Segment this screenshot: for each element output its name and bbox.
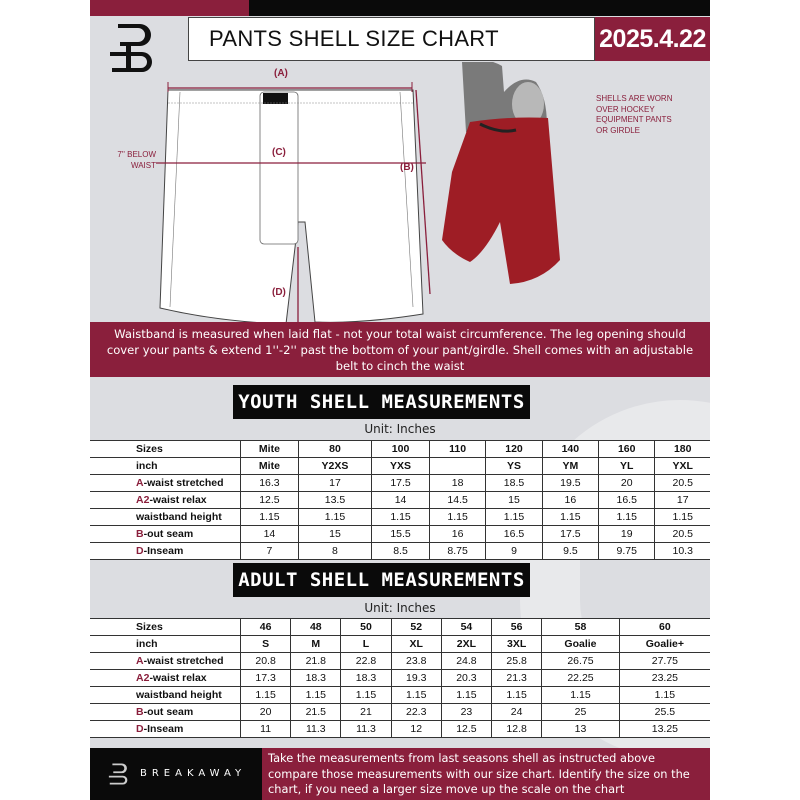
table-cell: 1.15 bbox=[341, 687, 391, 704]
instructions-band: Waistband is measured when laid flat - not your total waist circumference. The leg opening should cover your pants & extend 1''-2'' past the bottom of your pant/girdle. Shell comes with an adjustable belt to cinch the waist bbox=[90, 322, 710, 377]
label-a: (A) bbox=[274, 68, 288, 79]
table-cell: 20 bbox=[241, 704, 291, 721]
table-cell: 25.8 bbox=[492, 653, 542, 670]
table-cell: 17 bbox=[655, 492, 710, 509]
table-cell: 1.15 bbox=[429, 509, 485, 526]
header-title-box bbox=[188, 17, 595, 61]
table-cell: 16.3 bbox=[241, 475, 299, 492]
table-cell: 19 bbox=[599, 526, 655, 543]
table-cell: 1.15 bbox=[599, 509, 655, 526]
table-row bbox=[90, 475, 710, 492]
table-cell: 21 bbox=[341, 704, 391, 721]
table-cell: 54 bbox=[441, 619, 491, 636]
table-cell: 1.15 bbox=[619, 687, 710, 704]
table-row bbox=[90, 670, 710, 687]
table-cell: 52 bbox=[391, 619, 441, 636]
table-cell: 23.25 bbox=[619, 670, 710, 687]
label-b: (B) bbox=[400, 162, 414, 173]
table-cell: 100 bbox=[372, 441, 430, 458]
table-row bbox=[90, 636, 710, 653]
row-label bbox=[90, 619, 241, 636]
label-d: (D) bbox=[272, 287, 286, 298]
table-cell: 20.5 bbox=[655, 526, 710, 543]
table-row bbox=[90, 526, 710, 543]
table-cell: 58 bbox=[542, 619, 620, 636]
c-note-line: 7'' BELOW bbox=[117, 150, 156, 159]
table-cell: 180 bbox=[655, 441, 710, 458]
table-cell: 24.8 bbox=[441, 653, 491, 670]
youth-title: YOUTH SHELL MEASUREMENTS bbox=[233, 385, 530, 419]
table-cell: 48 bbox=[291, 619, 341, 636]
table-row bbox=[90, 458, 710, 475]
table-cell: 1.15 bbox=[441, 687, 491, 704]
table-cell: 21.3 bbox=[492, 670, 542, 687]
table-cell: 18.3 bbox=[341, 670, 391, 687]
measure-letter: A bbox=[136, 655, 144, 667]
table-cell: 3XL bbox=[492, 636, 542, 653]
table-cell: 23 bbox=[441, 704, 491, 721]
table-cell: 120 bbox=[486, 441, 542, 458]
table-cell: 16 bbox=[429, 526, 485, 543]
measure-letter: D bbox=[136, 723, 144, 735]
table-cell: 19.5 bbox=[542, 475, 598, 492]
shell-note-line: SHELLS ARE WORN bbox=[596, 94, 673, 103]
table-cell: 50 bbox=[341, 619, 391, 636]
table-cell: YL bbox=[599, 458, 655, 475]
table-cell: 15.5 bbox=[372, 526, 430, 543]
table-cell: 23.8 bbox=[391, 653, 441, 670]
table-cell: 140 bbox=[542, 441, 598, 458]
table-cell: 11 bbox=[241, 721, 291, 738]
table-cell: 10.3 bbox=[655, 543, 710, 560]
row-label-text: -out seam bbox=[143, 528, 194, 540]
table-cell: 21.8 bbox=[291, 653, 341, 670]
row-label-text: -waist stretched bbox=[143, 477, 224, 489]
table-cell: S bbox=[241, 636, 291, 653]
table-cell: 14 bbox=[372, 492, 430, 509]
row-label bbox=[90, 475, 241, 492]
measure-letter: A2 bbox=[136, 672, 150, 684]
table-cell: 16.5 bbox=[486, 526, 542, 543]
table-cell bbox=[429, 458, 485, 475]
table-cell: 1.15 bbox=[241, 687, 291, 704]
table-cell: 1.15 bbox=[655, 509, 710, 526]
table-cell: 1.15 bbox=[372, 509, 430, 526]
table-row bbox=[90, 704, 710, 721]
measure-letter: D bbox=[136, 545, 144, 557]
table-cell: 14 bbox=[241, 526, 299, 543]
table-cell: 14.5 bbox=[429, 492, 485, 509]
row-label bbox=[90, 721, 241, 738]
table-row bbox=[90, 721, 710, 738]
table-row bbox=[90, 441, 710, 458]
table-cell: 12 bbox=[391, 721, 441, 738]
table-cell: 17 bbox=[298, 475, 371, 492]
table-cell: YXS bbox=[372, 458, 430, 475]
table-cell: 1.15 bbox=[486, 509, 542, 526]
table-cell: 9.5 bbox=[542, 543, 598, 560]
table-cell: 46 bbox=[241, 619, 291, 636]
table-cell: 17.3 bbox=[241, 670, 291, 687]
row-label bbox=[90, 636, 241, 653]
row-label-text: Sizes bbox=[136, 443, 163, 455]
c-note bbox=[90, 150, 156, 171]
shell-note-line: OVER HOCKEY bbox=[596, 104, 655, 114]
table-cell: 27.75 bbox=[619, 653, 710, 670]
row-label bbox=[90, 526, 241, 543]
row-label-text: -Inseam bbox=[143, 723, 184, 735]
measurement-diagram bbox=[90, 62, 710, 322]
row-label bbox=[90, 441, 241, 458]
row-label bbox=[90, 458, 241, 475]
shell-note-line: EQUIPMENT PANTS bbox=[596, 115, 672, 124]
table-cell: 56 bbox=[492, 619, 542, 636]
row-label-text: -out seam bbox=[143, 706, 194, 718]
row-label bbox=[90, 509, 241, 526]
table-cell: 25 bbox=[542, 704, 620, 721]
row-label-text: -waist stretched bbox=[143, 655, 224, 667]
table-cell: 110 bbox=[429, 441, 485, 458]
table-row bbox=[90, 509, 710, 526]
table-cell: Mite bbox=[241, 458, 299, 475]
table-cell: 20 bbox=[599, 475, 655, 492]
table-cell: 1.15 bbox=[492, 687, 542, 704]
table-cell: 25.5 bbox=[619, 704, 710, 721]
row-label-text: inch bbox=[136, 638, 158, 650]
table-cell: 18.5 bbox=[486, 475, 542, 492]
table-cell: 21.5 bbox=[291, 704, 341, 721]
table-cell: 11.3 bbox=[341, 721, 391, 738]
table-cell: 8 bbox=[298, 543, 371, 560]
row-label bbox=[90, 543, 241, 560]
table-cell: 18.3 bbox=[291, 670, 341, 687]
adult-size-table bbox=[90, 618, 710, 738]
measure-letter: B bbox=[136, 706, 144, 718]
footer-logo-icon bbox=[108, 762, 130, 786]
measure-letter: B bbox=[136, 528, 144, 540]
measure-letter: A2 bbox=[136, 494, 150, 506]
table-cell: YS bbox=[486, 458, 542, 475]
table-cell: YXL bbox=[655, 458, 710, 475]
table-cell: 18 bbox=[429, 475, 485, 492]
table-cell: 17.5 bbox=[372, 475, 430, 492]
table-cell: 1.15 bbox=[391, 687, 441, 704]
row-label-text: -Inseam bbox=[143, 545, 184, 557]
measure-letter: A bbox=[136, 477, 144, 489]
row-label-text: Sizes bbox=[136, 621, 163, 633]
row-label-text: -waist relax bbox=[149, 672, 207, 684]
table-cell: 1.15 bbox=[542, 509, 598, 526]
table-cell: YM bbox=[542, 458, 598, 475]
table-cell: L bbox=[341, 636, 391, 653]
table-cell: 8.5 bbox=[372, 543, 430, 560]
table-cell: 13 bbox=[542, 721, 620, 738]
table-cell: 1.15 bbox=[291, 687, 341, 704]
table-cell: Goalie+ bbox=[619, 636, 710, 653]
table-cell: 17.5 bbox=[542, 526, 598, 543]
table-cell: XL bbox=[391, 636, 441, 653]
table-cell: 8.75 bbox=[429, 543, 485, 560]
youth-unit: Unit: Inches bbox=[364, 422, 436, 436]
row-label bbox=[90, 704, 241, 721]
top-bar-accent bbox=[90, 0, 249, 16]
table-cell: 19.3 bbox=[391, 670, 441, 687]
date-badge: 2025.4.22 bbox=[595, 17, 710, 61]
row-label bbox=[90, 653, 241, 670]
brand-name: BREAKAWAY bbox=[140, 768, 247, 779]
page-title: PANTS SHELL SIZE CHART bbox=[209, 26, 499, 51]
shell-note-line: OR GIRDLE bbox=[596, 125, 641, 135]
row-label-text: waistband height bbox=[136, 689, 222, 701]
table-cell: 160 bbox=[599, 441, 655, 458]
table-row bbox=[90, 687, 710, 704]
c-note-line: WAIST bbox=[130, 160, 156, 170]
row-label bbox=[90, 670, 241, 687]
table-cell: 24 bbox=[492, 704, 542, 721]
table-cell: 20.8 bbox=[241, 653, 291, 670]
table-cell: 1.15 bbox=[298, 509, 371, 526]
table-row bbox=[90, 492, 710, 509]
table-cell: 20.5 bbox=[655, 475, 710, 492]
row-label-text: waistband height bbox=[136, 511, 222, 523]
table-cell: 11.3 bbox=[291, 721, 341, 738]
table-cell: 22.25 bbox=[542, 670, 620, 687]
table-cell: Y2XS bbox=[298, 458, 371, 475]
table-cell: 2XL bbox=[441, 636, 491, 653]
table-cell: 13.5 bbox=[298, 492, 371, 509]
table-row bbox=[90, 543, 710, 560]
table-cell: 15 bbox=[486, 492, 542, 509]
table-row bbox=[90, 619, 710, 636]
label-c: (C) bbox=[272, 147, 286, 158]
adult-unit: Unit: Inches bbox=[364, 601, 436, 615]
table-cell: 16.5 bbox=[599, 492, 655, 509]
table-cell: 60 bbox=[619, 619, 710, 636]
table-cell: 15 bbox=[298, 526, 371, 543]
top-bar bbox=[249, 0, 710, 16]
table-cell: 26.75 bbox=[542, 653, 620, 670]
table-cell: 7 bbox=[241, 543, 299, 560]
row-label-text: inch bbox=[136, 460, 158, 472]
table-cell: 16 bbox=[542, 492, 598, 509]
table-cell: 9 bbox=[486, 543, 542, 560]
row-label bbox=[90, 687, 241, 704]
adult-title: ADULT SHELL MEASUREMENTS bbox=[233, 563, 530, 597]
table-cell: 13.25 bbox=[619, 721, 710, 738]
youth-size-table bbox=[90, 440, 710, 560]
row-label-text: -waist relax bbox=[149, 494, 207, 506]
table-cell: 9.75 bbox=[599, 543, 655, 560]
table-row bbox=[90, 653, 710, 670]
footer-instructions: Take the measurements from last seasons shell as instructed above compare those measurements with our size chart. Identify the size on the chart, if you need a larger size move up the scale on the chart bbox=[262, 748, 710, 800]
table-cell: 1.15 bbox=[241, 509, 299, 526]
table-cell: 22.3 bbox=[391, 704, 441, 721]
row-label bbox=[90, 492, 241, 509]
table-cell: 12.8 bbox=[492, 721, 542, 738]
table-cell: 80 bbox=[298, 441, 371, 458]
table-cell: 12.5 bbox=[241, 492, 299, 509]
table-cell: 1.15 bbox=[542, 687, 620, 704]
table-cell: Mite bbox=[241, 441, 299, 458]
table-cell: M bbox=[291, 636, 341, 653]
size-chart-page bbox=[90, 0, 710, 800]
shell-note bbox=[596, 94, 672, 136]
table-cell: 22.8 bbox=[341, 653, 391, 670]
footer-brand bbox=[90, 748, 262, 800]
table-cell: Goalie bbox=[542, 636, 620, 653]
table-cell: 12.5 bbox=[441, 721, 491, 738]
table-cell: 20.3 bbox=[441, 670, 491, 687]
